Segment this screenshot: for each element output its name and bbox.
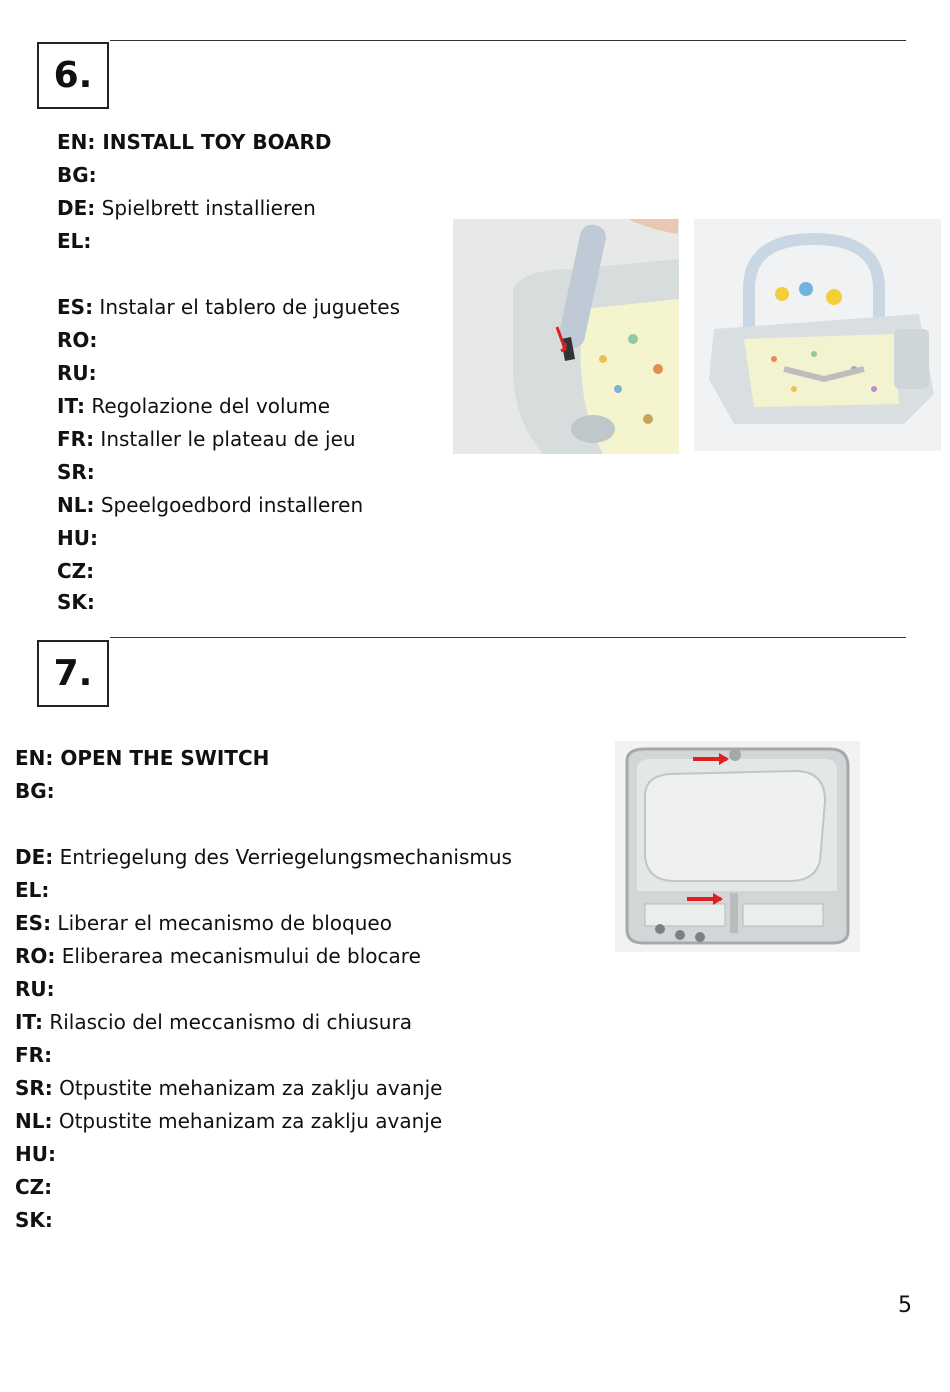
line-el: EL: (57, 229, 92, 253)
line-ro: RO: (57, 328, 98, 352)
line-fr: FR: (15, 1043, 53, 1067)
page-number: 5 (898, 1293, 912, 1318)
line-sr: SR: (57, 460, 95, 484)
step-6-number: 6. (53, 55, 93, 96)
line-ro: RO: Eliberarea mecanismului de blocare (15, 944, 421, 968)
line-de: DE: Entriegelung des Verriegelungsmechanismus (15, 845, 512, 869)
line-sk: SK: (57, 590, 95, 614)
install-toy-bar-photo (453, 219, 679, 454)
line-es: ES: Instalar el tablero de juguetes (57, 295, 401, 319)
step-7-box (37, 640, 109, 707)
line-ru: RU: (57, 361, 97, 385)
assembled-seat-photo (694, 219, 941, 451)
line-en: EN: OPEN THE SWITCH (15, 746, 270, 770)
open-switch-photo (615, 741, 860, 952)
line-it: IT: Rilascio del meccanismo di chiusura (15, 1010, 412, 1034)
line-bg: BG: (57, 163, 97, 187)
line-nl: NL: Otpustite mehanizam za zaklju avanje (15, 1109, 443, 1133)
step-6-box (37, 42, 109, 109)
line-cz: CZ: (15, 1175, 53, 1199)
line-cz: CZ: (57, 559, 95, 583)
line-nl: NL: Speelgoedbord installeren (57, 493, 364, 517)
line-ru: RU: (15, 977, 55, 1001)
line-sr: SR: Otpustite mehanizam za zaklju avanje (15, 1076, 443, 1100)
line-en: EN: INSTALL TOY BOARD (57, 130, 332, 154)
line-hu: HU: (57, 526, 98, 550)
line-it: IT: Regolazione del volume (57, 394, 331, 418)
line-el: EL: (15, 878, 50, 902)
line-fr: FR: Installer le plateau de jeu (57, 427, 356, 451)
line-sk: SK: (15, 1208, 53, 1232)
line-es: ES: Liberar el mecanismo de bloqueo (15, 911, 392, 935)
section-6-rule (110, 40, 906, 41)
line-hu: HU: (15, 1142, 56, 1166)
section-7-rule (110, 637, 906, 638)
step-7-number: 7. (53, 653, 93, 694)
line-bg: BG: (15, 779, 55, 803)
line-de: DE: Spielbrett installieren (57, 196, 316, 220)
